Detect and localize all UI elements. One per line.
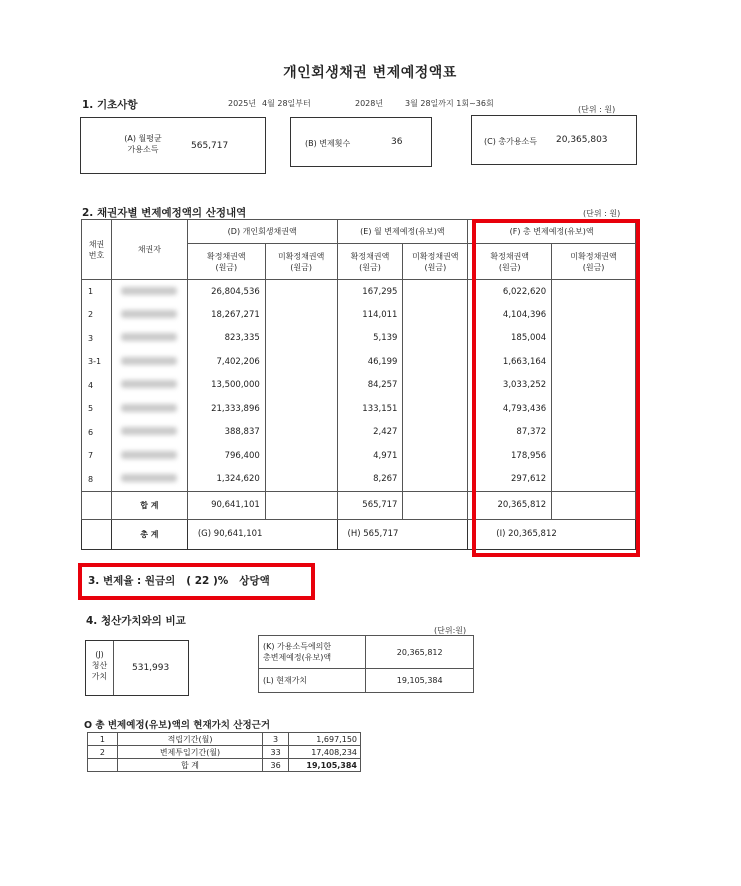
- creditor-f-confirmed: 4,793,436: [468, 397, 552, 421]
- section2-heading: 2. 채권자별 변제예정액의 산정내역: [82, 207, 247, 219]
- pv-total-label: 합 계: [117, 759, 262, 772]
- creditor-e-unconfirmed: [403, 421, 468, 445]
- creditor-f-confirmed: 297,612: [468, 468, 552, 492]
- creditor-number: 6: [82, 421, 112, 445]
- subtotal-label: 합 계: [111, 491, 187, 519]
- total-label: 총 계: [111, 519, 187, 549]
- redacted-name-blur: [121, 380, 177, 388]
- creditor-d-confirmed: 1,324,620: [187, 468, 265, 492]
- creditor-e-confirmed: 2,427: [337, 421, 403, 445]
- pv-total-months: 36: [263, 759, 289, 772]
- creditor-d-confirmed: 388,837: [187, 421, 265, 445]
- creditor-d-unconfirmed: [265, 397, 337, 421]
- box-c-total-income: [471, 115, 637, 165]
- creditor-d-confirmed: 21,333,896: [187, 397, 265, 421]
- creditor-number: 2: [82, 303, 112, 327]
- pv-no: 1: [88, 733, 118, 746]
- total-h: (H) 565,717: [337, 519, 468, 549]
- pv-label: 적립기간(월): [117, 733, 262, 746]
- creditor-f-confirmed: 87,372: [468, 421, 552, 445]
- pv-total-no: [88, 759, 118, 772]
- creditor-e-confirmed: 8,267: [337, 468, 403, 492]
- creditor-d-confirmed: 13,500,000: [187, 374, 265, 398]
- pv-amount: 1,697,150: [289, 733, 361, 746]
- redacted-name-blur: [121, 427, 177, 435]
- k-value: 20,365,812: [366, 636, 474, 669]
- section1-heading: 1. 기초사항: [82, 99, 138, 111]
- creditor-e-unconfirmed: [403, 350, 468, 374]
- creditor-e-confirmed: 5,139: [337, 327, 403, 351]
- redacted-name-blur: [121, 474, 177, 482]
- creditor-e-confirmed: 133,151: [337, 397, 403, 421]
- section1-unit: (단위 : 원): [578, 105, 616, 114]
- creditor-name-redacted: [111, 468, 187, 492]
- l-label: (L) 현재가치: [259, 669, 366, 693]
- creditor-d-unconfirmed: [265, 468, 337, 492]
- period-start-year: 2025년: [228, 99, 257, 108]
- creditor-number: 1: [82, 280, 112, 304]
- creditor-d-unconfirmed: [265, 327, 337, 351]
- pv-row: [88, 746, 361, 759]
- k-label: (K) 가용소득에의한 총변제예정(유보)액: [259, 636, 366, 669]
- creditor-d-unconfirmed: [265, 280, 337, 304]
- pv-months: 33: [263, 746, 289, 759]
- header-f-unconfirmed: 미확정채권액 (원금): [552, 244, 636, 280]
- creditor-number: 4: [82, 374, 112, 398]
- present-value-table: [87, 732, 361, 772]
- creditor-name-redacted: [111, 303, 187, 327]
- redacted-name-blur: [121, 287, 177, 295]
- creditor-d-unconfirmed: [265, 374, 337, 398]
- box-c-value: 20,365,803: [556, 135, 608, 145]
- creditor-d-unconfirmed: [265, 444, 337, 468]
- creditor-name-redacted: [111, 280, 187, 304]
- box-b-repayment-count: [290, 117, 432, 167]
- section4-heading: 4. 청산가치와의 비교: [86, 615, 186, 627]
- liquidation-value: 531,993: [132, 663, 170, 673]
- creditor-e-confirmed: 4,971: [337, 444, 403, 468]
- creditor-d-confirmed: 26,804,536: [187, 280, 265, 304]
- box-c-label: (C) 총가용소득: [484, 137, 538, 146]
- creditor-d-unconfirmed: [265, 350, 337, 374]
- header-e-unconfirmed: 미확정채권액 (원금): [403, 244, 468, 280]
- repayment-rate: 3. 변제율 : 원금의 ( 22 )% 상당액: [88, 575, 270, 587]
- creditor-d-unconfirmed: [265, 303, 337, 327]
- header-e-confirmed: 확정채권액 (원금): [337, 244, 403, 280]
- creditor-f-confirmed: 185,004: [468, 327, 552, 351]
- period-end: 3월 28일까지 1회~36회: [405, 99, 494, 108]
- creditor-e-unconfirmed: [403, 374, 468, 398]
- creditor-d-confirmed: 18,267,271: [187, 303, 265, 327]
- creditor-name-redacted: [111, 421, 187, 445]
- creditor-f-confirmed: 4,104,396: [468, 303, 552, 327]
- creditor-e-confirmed: 167,295: [337, 280, 403, 304]
- creditor-e-unconfirmed: [403, 444, 468, 468]
- creditor-e-unconfirmed: [403, 397, 468, 421]
- subtotal-d-unconfirmed: [265, 491, 337, 519]
- creditor-d-unconfirmed: [265, 421, 337, 445]
- header-d: (D) 개인회생채권액: [187, 220, 337, 244]
- creditor-number: 3-1: [82, 350, 112, 374]
- box-a-value: 565,717: [191, 141, 229, 151]
- section5-heading: O 총 변제예정(유보)액의 현재가치 산정근거: [84, 720, 270, 731]
- creditor-name-redacted: [111, 444, 187, 468]
- creditor-name-redacted: [111, 327, 187, 351]
- creditor-number: 8: [82, 468, 112, 492]
- header-number: 채권 번호: [82, 220, 112, 280]
- creditor-e-unconfirmed: [403, 468, 468, 492]
- pv-row: [88, 733, 361, 746]
- highlight-repayment-rate: [78, 563, 315, 600]
- header-f-confirmed: 확정채권액 (원금): [468, 244, 552, 280]
- total-g: (G) 90,641,101: [187, 519, 337, 549]
- creditor-f-confirmed: 6,022,620: [468, 280, 552, 304]
- redacted-name-blur: [121, 310, 177, 318]
- creditor-number: 7: [82, 444, 112, 468]
- section2-unit: (단위 : 원): [583, 209, 621, 218]
- box-a-monthly-income: [80, 117, 266, 174]
- creditor-f-confirmed: 178,956: [468, 444, 552, 468]
- header-d-unconfirmed: 미확정채권액 (원금): [265, 244, 337, 280]
- subtotal-e: 565,717: [337, 491, 403, 519]
- header-f: (F) 총 변제예정(유보)액: [468, 220, 636, 244]
- box-a-label: (A) 월평균 가용소득: [124, 134, 162, 154]
- subtotal-e-unconfirmed: [403, 491, 468, 519]
- period-end-year: 2028년: [355, 99, 384, 108]
- creditor-e-unconfirmed: [403, 303, 468, 327]
- redacted-name-blur: [121, 357, 177, 365]
- creditor-f-confirmed: 3,033,252: [468, 374, 552, 398]
- header-d-confirmed: 확정채권액 (원금): [187, 244, 265, 280]
- creditor-e-confirmed: 84,257: [337, 374, 403, 398]
- creditor-d-confirmed: 796,400: [187, 444, 265, 468]
- pv-amount: 17,408,234: [289, 746, 361, 759]
- redacted-name-blur: [121, 451, 177, 459]
- creditor-name-redacted: [111, 374, 187, 398]
- subtotal-f: 20,365,812: [468, 491, 552, 519]
- header-e: (E) 월 변제예정(유보)액: [337, 220, 468, 244]
- creditor-d-confirmed: 823,335: [187, 327, 265, 351]
- header-creditor: 채권자: [111, 220, 187, 280]
- section4-unit: (단위:원): [434, 626, 467, 635]
- subtotal-d: 90,641,101: [187, 491, 265, 519]
- box-b-value: 36: [391, 137, 403, 147]
- redacted-name-blur: [121, 333, 177, 341]
- pv-no: 2: [88, 746, 118, 759]
- document-title: 개인회생채권 변제예정액표: [283, 65, 457, 81]
- subtotal-no: [82, 491, 112, 519]
- pv-total-amount: 19,105,384: [289, 759, 361, 772]
- redacted-name-blur: [121, 404, 177, 412]
- creditor-e-unconfirmed: [403, 280, 468, 304]
- creditor-e-unconfirmed: [403, 327, 468, 351]
- total-no: [82, 519, 112, 549]
- creditor-e-confirmed: 46,199: [337, 350, 403, 374]
- pv-label: 변제투입기간(월): [117, 746, 262, 759]
- creditor-name-redacted: [111, 397, 187, 421]
- creditor-number: 3: [82, 327, 112, 351]
- creditor-e-confirmed: 114,011: [337, 303, 403, 327]
- creditor-d-confirmed: 7,402,206: [187, 350, 265, 374]
- period-start: 4월 28일부터: [262, 99, 311, 108]
- creditor-number: 5: [82, 397, 112, 421]
- l-value: 19,105,384: [366, 669, 474, 693]
- total-i: (I) 20,365,812: [468, 519, 636, 549]
- highlight-total-repayment-column: [472, 219, 640, 557]
- creditor-name-redacted: [111, 350, 187, 374]
- comparison-table: [258, 635, 474, 693]
- pv-months: 3: [263, 733, 289, 746]
- creditor-f-confirmed: 1,663,164: [468, 350, 552, 374]
- liquidation-value-label: (J) 청산 가치: [86, 641, 114, 695]
- liquidation-value-box: [85, 640, 189, 696]
- box-b-label: (B) 변제횟수: [305, 139, 351, 148]
